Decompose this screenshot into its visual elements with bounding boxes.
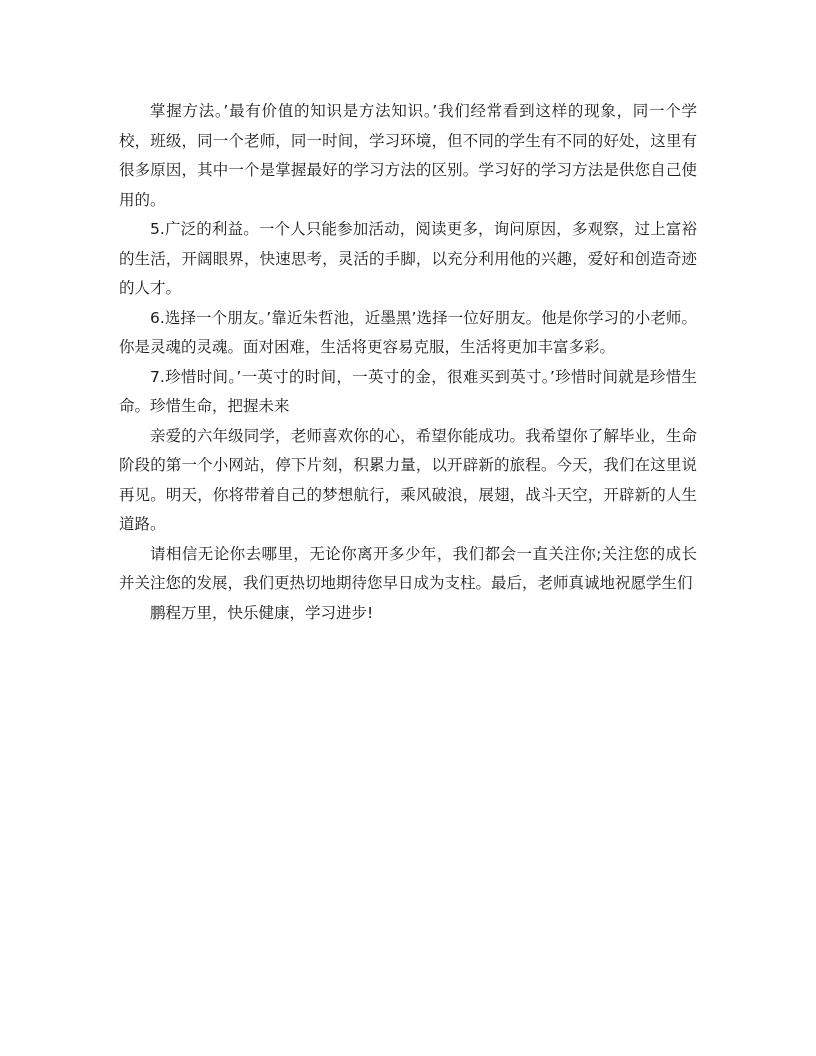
paragraph-interests: 5.广泛的利益。一个人只能参加活动，阅读更多，询问原因，多观察，过上富裕的生活，开阔眼界，快速思考，灵活的手脚，以充分利用他的兴趣，爱好和创造奇迹的人才。: [119, 220, 697, 297]
paragraph-friends: 6.选择一个朋友。’靠近朱哲池，近墨黑’选择一位好朋友。他是你学习的小老师。你是灵魂的灵魂。面对困难，生活将更容易克服，生活将更加丰富多彩。: [119, 308, 697, 356]
paragraph-farewell: 亲爱的六年级同学，老师喜欢你的心，希望你能成功。我希望你了解毕业，生命阶段的第一个小网站，停下片刻，积累力量，以开辟新的旅程。今天，我们在这里说再见。明天，你将带着自己的梦想航行，乘风破浪，展翅，战斗天空，开辟新的人生道路。: [119, 426, 697, 533]
paragraph-methods: 掌握方法。’最有价值的知识是方法知识。’我们经常看到这样的现象，同一个学校，班级，同一个老师，同一时间，学习环境，但不同的学生有不同的好处，这里有很多原因，其中一个是掌握最好的学习方法的区别。学习好的学习方法是供您自己使用的。: [119, 102, 697, 209]
paragraph-wishes: 请相信无论你去哪里，无论你离开多少年，我们都会一直关注你;关注您的成长并关注您的发展，我们更热切地期待您早日成为支柱。最后，老师真诚地祝愿学生们: [119, 544, 697, 592]
paragraph-time: 7.珍惜时间。’一英寸的时间，一英寸的金，很难买到英寸。’珍惜时间就是珍惜生命。珍惜生命，把握未来: [119, 367, 697, 415]
paragraph-closing: 鹏程万里，快乐健康，学习进步!: [150, 603, 374, 622]
document-body: [119, 97, 697, 628]
